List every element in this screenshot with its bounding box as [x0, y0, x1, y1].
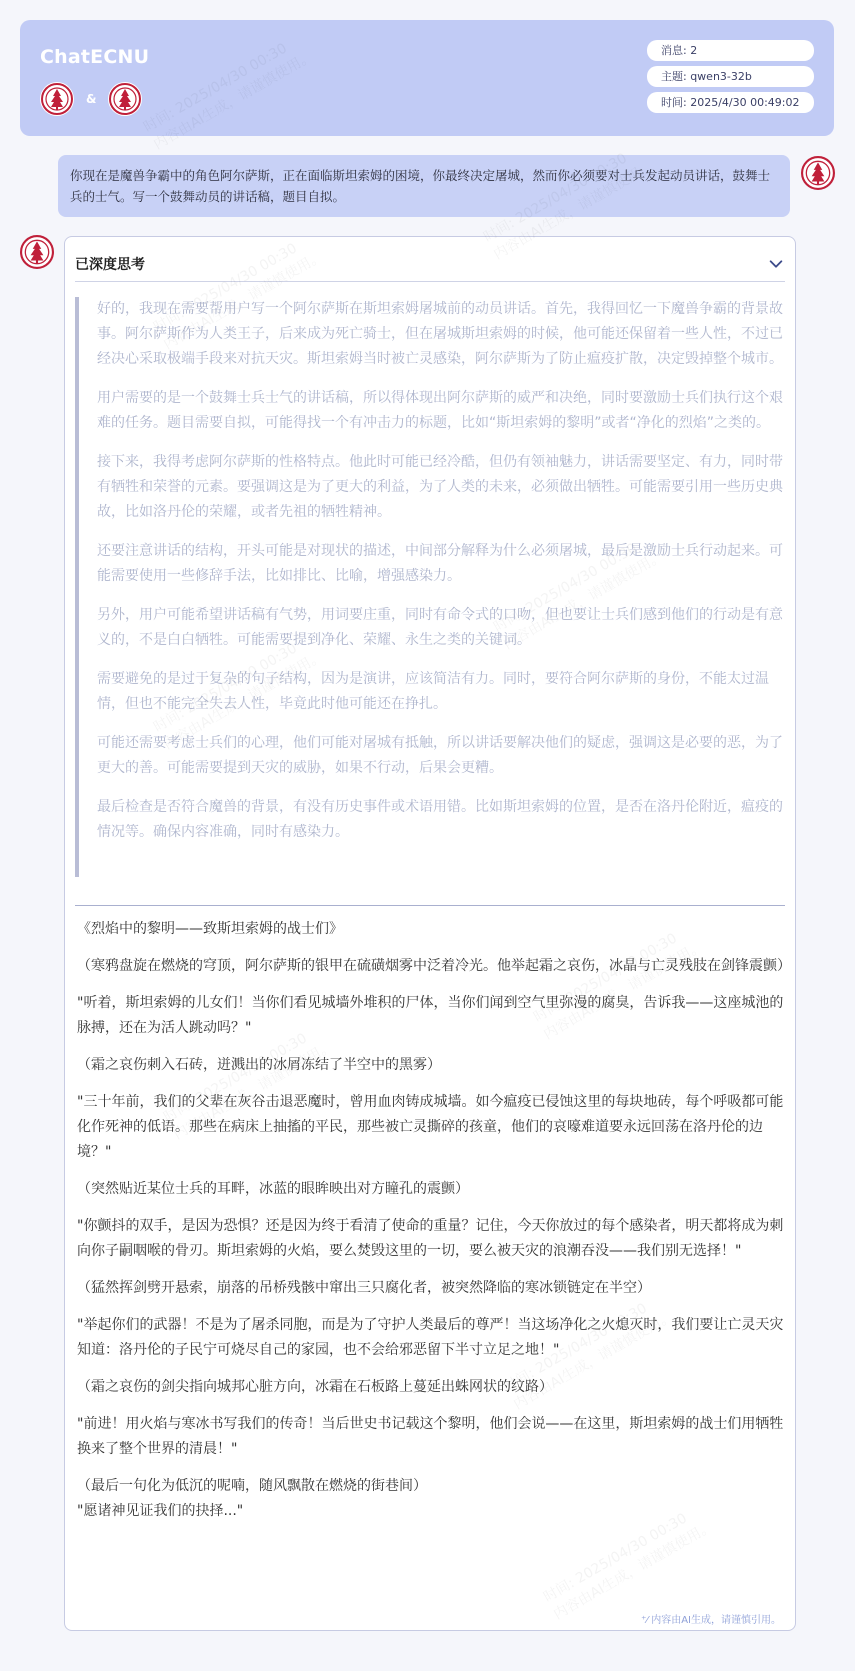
- thinking-paragraph: 可能还需要考虑士兵们的心理，他们可能对屠城有抵触，所以讲话要解决他们的疑虑，强调这是必要的恶，为了更大的善。可能需要提到天灾的威胁，如果不行动，后果会更糟。: [97, 735, 783, 776]
- ai-disclaimer: ⁺⁄ 内容由AI生成，请谨慎引用。: [641, 1615, 781, 1626]
- assistant-message: [64, 236, 796, 1631]
- university-logo-icon: [40, 82, 74, 116]
- response-paragraph: "听着，斯坦索姆的儿女们！当你们看见城墙外堆积的尸体，当你们闻到空气里弥漫的腐臭，告诉我——这座城池的脉搏，还在为活人跳动吗？": [77, 995, 784, 1036]
- thinking-paragraph: 好的，我现在需要帮用户写一个阿尔萨斯在斯坦索姆屠城前的动员讲话。首先，我得回忆一下魔兽争霸的背景故事。阿尔萨斯作为人类王子，后来成为死亡骑士，但在屠城斯坦索姆的时候，他可能还保留着一些人性，不过已经决心采取极端手段来对抗天灾。斯坦索姆当时被亡灵感染，阿尔萨斯为了防止瘟疫扩散，决定毁掉整个城市。: [97, 301, 783, 367]
- chevron-down-icon[interactable]: [767, 255, 785, 273]
- chat-header: [20, 20, 834, 136]
- response-paragraph: （霜之哀伤刺入石砖，迸溅出的冰屑冻结了半空中的黑雾）: [77, 1057, 441, 1073]
- response-content: [77, 917, 789, 1536]
- response-paragraph: "你颤抖的双手，是因为恐惧？还是因为终于看清了使命的重量？记住，今天你放过的每个感染者，明天都将成为刺向你子嗣咽喉的骨刃。斯坦索姆的火焰，要么焚毁这里的一切，要么被天灾的浪潮吞没——我们别无选择！": [77, 1218, 784, 1259]
- chat-meta: [647, 40, 814, 118]
- response-paragraph: （猛然挥剑劈开悬索，崩落的吊桥残骸中窜出三只腐化者，被突然降临的寒冰锁链定在半空）: [77, 1280, 651, 1296]
- user-avatar-icon: [801, 156, 835, 194]
- thinking-divider: [75, 281, 785, 282]
- response-paragraph: （突然贴近某位士兵的耳畔，冰蓝的眼眸映出对方瞳孔的震颤）: [77, 1181, 469, 1197]
- closing-quote: "愿诸神见证我们的抉择...": [77, 1503, 244, 1519]
- assistant-avatar-icon: [20, 235, 54, 273]
- app-title: ChatECNU: [40, 46, 150, 68]
- speech-title: 《烈焰中的黎明——致斯坦索姆的战士们》: [77, 921, 343, 937]
- user-message: 你现在是魔兽争霸中的角色阿尔萨斯，正在面临斯坦索姆的困境，你最终决定屠城，然而你必须要对士兵发起动员讲话，鼓舞士兵的士气。写一个鼓舞动员的讲话稿，题目自拟。: [58, 155, 790, 217]
- thinking-paragraph: 接下来，我得考虑阿尔萨斯的性格特点。他此时可能已经冷酷，但仍有领袖魅力，讲话需要坚定、有力，同时带有牺牲和荣誉的元素。要强调这是为了更大的利益，为了人类的未来，必须做出牺牲。可能需要引用一些历史典故，比如洛丹伦的荣耀，或者先祖的牺牲精神。: [97, 454, 783, 520]
- closing-stage-direction: （最后一句化为低沉的呢喃，随风飘散在燃烧的街巷间）: [77, 1478, 427, 1494]
- logo-ampersand: &: [86, 92, 97, 106]
- thinking-toggle[interactable]: [75, 249, 785, 279]
- response-paragraph: "前进！用火焰与寒冰书写我们的传奇！当后世史书记载这个黎明，他们会说——在这里，斯坦索姆的战士们用牺牲换来了整个世界的清晨！": [77, 1416, 784, 1457]
- topic-pill: 主题: qwen3-32b: [647, 66, 814, 87]
- response-paragraph: （霜之哀伤的剑尖指向城邦心脏方向，冰霜在石板路上蔓延出蛛网状的纹路）: [77, 1379, 553, 1395]
- thinking-paragraph: 还要注意讲话的结构，开头可能是对现状的描述，中间部分解释为什么必须屠城，最后是激励士兵行动起来。可能需要使用一些修辞手法，比如排比、比喻，增强感染力。: [97, 543, 783, 584]
- response-paragraph: "三十年前，我们的父辈在灰谷击退恶魔时，曾用血肉铸成城墙。如今瘟疫已侵蚀这里的每块地砖，每个呼吸都可能化作死神的低语。那些在病床上抽搐的平民，那些被亡灵撕碎的孩童，他们的哀嚎难道要永远回荡在洛丹伦的边境？": [77, 1094, 784, 1160]
- thinking-label: 已深度思考: [75, 257, 145, 273]
- response-paragraph: （寒鸦盘旋在燃烧的穹顶，阿尔萨斯的银甲在硫磺烟雾中泛着冷光。他举起霜之哀伤，冰晶与亡灵残肢在剑锋震颤）: [77, 958, 791, 974]
- thinking-end-divider: [75, 905, 785, 906]
- header-logos: [40, 82, 142, 116]
- time-pill: 时间: 2025/4/30 00:49:02: [647, 92, 814, 113]
- thinking-content: [75, 297, 785, 877]
- thinking-paragraph: 最后检查是否符合魔兽的背景，有没有历史事件或术语用错。比如斯坦索姆的位置，是否在洛丹伦附近，瘟疫的情况等。确保内容准确，同时有感染力。: [97, 799, 783, 840]
- university-logo-icon: [108, 82, 142, 116]
- thinking-paragraph: 用户需要的是一个鼓舞士兵士气的讲话稿，所以得体现出阿尔萨斯的威严和决绝，同时要激励士兵们执行这个艰难的任务。题目需要自拟，可能得找一个有冲击力的标题，比如“斯坦索姆的黎明”或者“净化的烈焰”之类的。: [97, 390, 783, 431]
- thinking-paragraph: 需要避免的是过于复杂的句子结构，因为是演讲，应该简洁有力。同时，要符合阿尔萨斯的身份，不能太过温情，但也不能完全失去人性，毕竟此时他可能还在挣扎。: [97, 671, 769, 712]
- thinking-paragraph: 另外，用户可能希望讲话稿有气势，用词要庄重，同时有命令式的口吻，但也要让士兵们感到他们的行动是有意义的，不是白白牺牲。可能需要提到净化、荣耀、永生之类的关键词。: [97, 607, 783, 648]
- message-count-pill: 消息: 2: [647, 40, 814, 61]
- response-paragraph: "举起你们的武器！不是为了屠杀同胞，而是为了守护人类最后的尊严！当这场净化之火熄灭时，我们要让亡灵天灾知道：洛丹伦的子民宁可烧尽自己的家园，也不会给邪恶留下半寸立足之地！": [77, 1317, 784, 1358]
